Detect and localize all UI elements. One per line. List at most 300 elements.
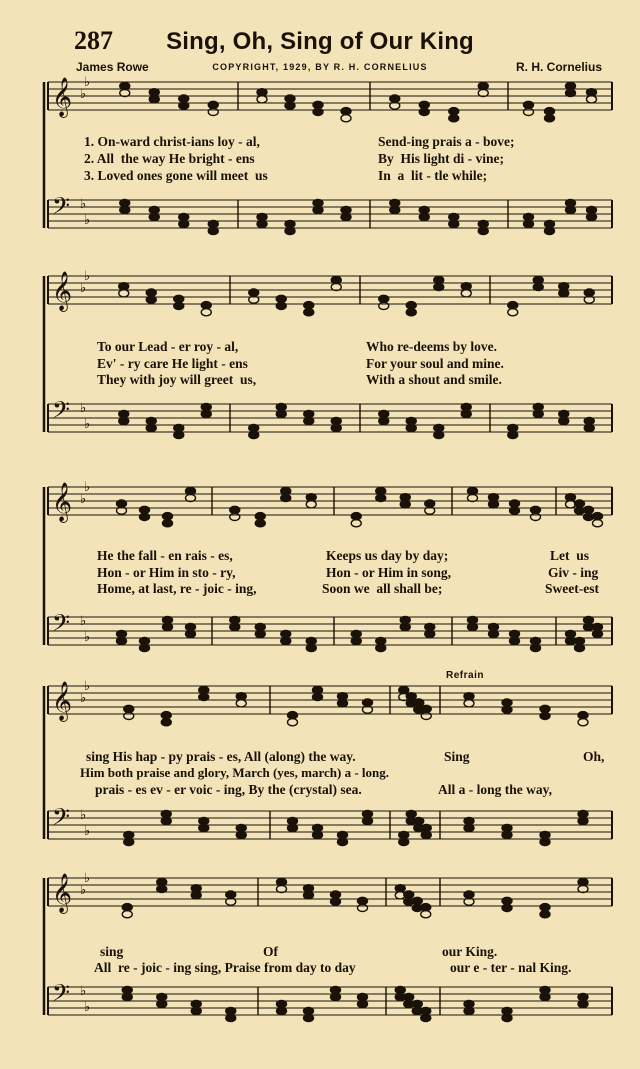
note-head	[390, 95, 400, 102]
lyric-s3-v2-b: Hon - or Him in song,	[326, 565, 452, 580]
note-head	[502, 904, 512, 911]
note-head	[421, 831, 431, 838]
note-head	[186, 623, 196, 630]
note-head	[593, 520, 603, 527]
note-head	[419, 206, 429, 213]
note-head	[208, 108, 218, 115]
note-head	[533, 283, 543, 290]
lyric-s4-v1-a: sing His hap - py prais - es, All (along) the way.	[86, 749, 356, 764]
lyric-s3-v3-b: Soon we all shall be;	[322, 581, 443, 596]
note-head	[186, 630, 196, 637]
note-head	[400, 623, 410, 630]
note-head	[163, 623, 173, 630]
treble-clef: 𝄞	[52, 681, 73, 721]
lyric-s4-v1-c: Oh,	[583, 749, 605, 764]
note-head	[461, 283, 471, 290]
note-head	[566, 199, 576, 206]
note-head	[358, 897, 368, 904]
note-head	[331, 417, 341, 424]
note-head	[304, 1007, 314, 1014]
note-head	[186, 487, 196, 494]
note-head	[236, 831, 246, 838]
note-head	[540, 705, 550, 712]
note-head	[559, 290, 569, 297]
note-head	[587, 96, 597, 103]
note-head	[566, 494, 576, 501]
treble-clef: 𝄞	[52, 77, 73, 117]
note-head	[149, 96, 159, 103]
note-head	[414, 817, 424, 824]
note-head	[122, 993, 132, 1000]
note-head	[201, 302, 211, 309]
note-head	[478, 82, 488, 89]
note-head	[313, 686, 323, 693]
flat-sign: ♭	[84, 679, 91, 694]
note-head	[249, 431, 259, 438]
note-head	[395, 986, 405, 993]
note-head	[421, 904, 431, 911]
note-head	[201, 309, 211, 316]
note-head	[399, 838, 409, 845]
note-head	[390, 206, 400, 213]
note-head	[149, 89, 159, 96]
note-head	[124, 712, 134, 719]
note-head	[122, 911, 132, 918]
note-head	[566, 89, 576, 96]
note-head	[281, 637, 291, 644]
note-head	[425, 630, 435, 637]
flat-sign: ♭	[80, 883, 87, 898]
note-head	[399, 686, 409, 693]
flat-sign: ♭	[80, 492, 87, 507]
note-head	[163, 520, 173, 527]
lyric-s1-v1-b: Send-ing prais a - bove;	[378, 134, 515, 149]
note-head	[226, 891, 236, 898]
note-head	[351, 630, 361, 637]
note-head	[276, 410, 286, 417]
note-head	[464, 891, 474, 898]
note-head	[449, 213, 459, 220]
lyric-s1-v3-b: In a lit - tle while;	[378, 168, 488, 183]
note-head	[425, 623, 435, 630]
bass-clef: 𝄢	[52, 609, 71, 642]
treble-clef: 𝄞	[52, 873, 73, 913]
note-head	[276, 302, 286, 309]
note-head	[230, 506, 240, 513]
treble-clef: 𝄞	[52, 271, 73, 311]
note-head	[281, 487, 291, 494]
note-head	[146, 296, 156, 303]
refrain-label: Refrain	[446, 670, 484, 681]
note-head	[124, 705, 134, 712]
note-head	[117, 500, 127, 507]
note-head	[174, 302, 184, 309]
note-head	[502, 897, 512, 904]
lyric-s3-v2-a: Hon - or Him in sto - ry,	[97, 565, 236, 580]
lyric-s5-v1-b: Of	[263, 944, 278, 959]
note-head	[464, 817, 474, 824]
note-head	[419, 213, 429, 220]
note-head	[230, 513, 240, 520]
note-head	[191, 885, 201, 892]
note-head	[338, 693, 348, 700]
note-head	[363, 699, 373, 706]
note-head	[578, 1000, 588, 1007]
author-credit: James Rowe	[76, 60, 149, 74]
note-head	[545, 227, 555, 234]
note-head	[157, 878, 167, 885]
note-head	[593, 623, 603, 630]
note-head	[404, 993, 414, 1000]
note-head	[584, 616, 594, 623]
note-head	[412, 897, 422, 904]
note-head	[489, 501, 499, 508]
note-head	[584, 424, 594, 431]
note-head	[510, 500, 520, 507]
note-head	[331, 898, 341, 905]
note-head	[313, 101, 323, 108]
note-head	[502, 831, 512, 838]
note-head	[304, 302, 314, 309]
note-head	[540, 986, 550, 993]
note-head	[406, 309, 416, 316]
note-head	[502, 699, 512, 706]
note-head	[255, 513, 265, 520]
note-head	[304, 885, 314, 892]
note-head	[566, 82, 576, 89]
flat-sign: ♭	[84, 630, 91, 645]
note-head	[199, 693, 209, 700]
note-head	[412, 1000, 422, 1007]
note-head	[179, 213, 189, 220]
note-head	[533, 276, 543, 283]
note-head	[255, 623, 265, 630]
note-head	[575, 637, 585, 644]
note-head	[379, 417, 389, 424]
note-head	[531, 513, 541, 520]
note-head	[191, 1000, 201, 1007]
note-head	[406, 417, 416, 424]
note-head	[400, 494, 410, 501]
note-head	[449, 220, 459, 227]
lyric-s5-v1-a: sing	[100, 944, 124, 959]
flat-sign: ♭	[80, 197, 87, 212]
note-head	[449, 108, 459, 115]
note-head	[288, 817, 298, 824]
note-head	[406, 302, 416, 309]
note-head	[379, 410, 389, 417]
note-head	[461, 410, 471, 417]
note-head	[191, 892, 201, 899]
note-head	[379, 302, 389, 309]
note-head	[421, 1014, 431, 1021]
note-head	[358, 904, 368, 911]
note-head	[191, 1007, 201, 1014]
note-head	[468, 616, 478, 623]
note-head	[434, 283, 444, 290]
note-head	[313, 824, 323, 831]
bass-clef: 𝄢	[52, 396, 71, 429]
lyric-s4-v1-b: Sing	[444, 749, 470, 764]
note-head	[559, 283, 569, 290]
note-head	[120, 206, 130, 213]
note-head	[338, 838, 348, 845]
note-head	[313, 693, 323, 700]
note-head	[406, 424, 416, 431]
note-head	[281, 494, 291, 501]
note-head	[149, 213, 159, 220]
note-head	[545, 220, 555, 227]
note-head	[179, 220, 189, 227]
bass-clef: 𝄢	[52, 803, 71, 836]
note-head	[341, 108, 351, 115]
note-head	[117, 637, 127, 644]
flat-sign: ♭	[84, 824, 91, 839]
note-head	[285, 227, 295, 234]
note-head	[587, 206, 597, 213]
flat-sign: ♭	[80, 87, 87, 102]
note-head	[313, 206, 323, 213]
note-head	[351, 513, 361, 520]
lyric-s1-v2-a: 2. All the way He bright - ens	[84, 151, 255, 166]
note-head	[304, 309, 314, 316]
lyric-s2-v3-b: With a shout and smile.	[366, 372, 502, 387]
note-head	[249, 424, 259, 431]
note-head	[199, 817, 209, 824]
note-head	[157, 1000, 167, 1007]
lyric-s1-v1-a: 1. On-ward christ-ians loy - al,	[84, 134, 260, 149]
note-head	[419, 101, 429, 108]
note-head	[119, 417, 129, 424]
treble-clef: 𝄞	[52, 482, 73, 522]
note-head	[434, 424, 444, 431]
note-head	[306, 644, 316, 651]
flat-sign: ♭	[84, 213, 91, 228]
flat-sign: ♭	[80, 401, 87, 416]
note-head	[304, 410, 314, 417]
note-head	[236, 700, 246, 707]
note-head	[464, 824, 474, 831]
note-head	[120, 199, 130, 206]
note-head	[341, 213, 351, 220]
lyric-s5-v1-c: our King.	[442, 944, 498, 959]
flat-sign: ♭	[80, 281, 87, 296]
note-head	[510, 637, 520, 644]
note-head	[313, 199, 323, 206]
flat-sign: ♭	[84, 75, 91, 90]
note-head	[255, 520, 265, 527]
note-head	[304, 892, 314, 899]
hymn-number: 287	[74, 26, 113, 55]
note-head	[331, 986, 341, 993]
note-head	[524, 101, 534, 108]
note-head	[545, 115, 555, 122]
lyric-s5-v2-a: All re - joic - ing sing, Praise from day to day	[94, 960, 356, 975]
note-head	[257, 89, 267, 96]
note-head	[226, 1007, 236, 1014]
note-head	[578, 810, 588, 817]
note-head	[358, 1000, 368, 1007]
note-head	[434, 431, 444, 438]
lyric-s1-v3-a: 3. Loved ones gone will meet us	[84, 168, 268, 183]
note-head	[464, 1007, 474, 1014]
note-head	[208, 220, 218, 227]
note-head	[540, 838, 550, 845]
flat-sign: ♭	[84, 1000, 91, 1015]
flat-sign: ♭	[80, 808, 87, 823]
note-head	[276, 403, 286, 410]
note-head	[174, 424, 184, 431]
note-head	[421, 705, 431, 712]
note-head	[257, 96, 267, 103]
note-head	[406, 810, 416, 817]
note-head	[464, 700, 474, 707]
note-head	[587, 89, 597, 96]
note-head	[363, 810, 373, 817]
note-head	[584, 289, 594, 296]
note-head	[379, 295, 389, 302]
lyric-s4-v2-a: Him both praise and glory, March (yes, march) a - long.	[80, 765, 389, 780]
note-head	[540, 911, 550, 918]
note-head	[508, 431, 518, 438]
note-head	[461, 290, 471, 297]
note-head	[208, 227, 218, 234]
note-head	[524, 108, 534, 115]
lyric-s3-v2-c: Giv - ing	[548, 565, 599, 580]
note-head	[201, 410, 211, 417]
note-head	[400, 501, 410, 508]
note-head	[149, 206, 159, 213]
note-head	[331, 993, 341, 1000]
note-head	[524, 213, 534, 220]
note-head	[376, 644, 386, 651]
note-head	[593, 513, 603, 520]
note-head	[257, 213, 267, 220]
note-head	[285, 220, 295, 227]
note-head	[306, 494, 316, 501]
note-head	[404, 891, 414, 898]
note-head	[584, 417, 594, 424]
note-head	[478, 227, 488, 234]
bass-clef: 𝄢	[52, 192, 71, 225]
note-head	[531, 506, 541, 513]
note-head	[341, 206, 351, 213]
note-head	[226, 1014, 236, 1021]
note-head	[421, 1007, 431, 1014]
note-head	[179, 102, 189, 109]
note-head	[120, 82, 130, 89]
note-head	[593, 630, 603, 637]
flat-sign: ♭	[80, 984, 87, 999]
note-head	[376, 494, 386, 501]
note-head	[122, 986, 132, 993]
note-head	[533, 410, 543, 417]
note-head	[288, 824, 298, 831]
note-head	[201, 403, 211, 410]
note-head	[531, 637, 541, 644]
lyric-s3-v1-c: Let us	[550, 548, 590, 563]
note-head	[341, 115, 351, 122]
note-head	[157, 885, 167, 892]
note-head	[230, 616, 240, 623]
note-head	[277, 1007, 287, 1014]
note-head	[540, 831, 550, 838]
note-head	[331, 276, 341, 283]
note-head	[338, 700, 348, 707]
note-head	[559, 410, 569, 417]
note-head	[399, 831, 409, 838]
note-head	[285, 102, 295, 109]
flat-sign: ♭	[80, 691, 87, 706]
note-head	[161, 719, 171, 726]
note-head	[502, 824, 512, 831]
note-head	[157, 993, 167, 1000]
note-head	[508, 424, 518, 431]
note-head	[163, 616, 173, 623]
lyric-s2-v2-b: For your soul and mine.	[366, 356, 504, 371]
note-head	[236, 693, 246, 700]
note-head	[351, 520, 361, 527]
note-head	[331, 424, 341, 431]
note-head	[468, 623, 478, 630]
note-head	[146, 417, 156, 424]
note-head	[140, 637, 150, 644]
note-head	[540, 993, 550, 1000]
note-head	[306, 637, 316, 644]
note-head	[276, 295, 286, 302]
lyric-s3-v1-b: Keeps us day by day;	[326, 548, 449, 563]
note-head	[146, 424, 156, 431]
note-head	[578, 712, 588, 719]
note-head	[208, 101, 218, 108]
note-head	[331, 891, 341, 898]
lyric-s3-v3-c: Sweet-est	[545, 581, 599, 596]
note-head	[449, 115, 459, 122]
hymn-title: Sing, Oh, Sing of Our King	[166, 28, 474, 55]
note-head	[508, 309, 518, 316]
note-head	[236, 824, 246, 831]
note-head	[288, 719, 298, 726]
note-head	[277, 1000, 287, 1007]
note-head	[468, 487, 478, 494]
note-head	[502, 1014, 512, 1021]
note-head	[174, 295, 184, 302]
note-head	[174, 431, 184, 438]
note-head	[464, 693, 474, 700]
note-head	[140, 506, 150, 513]
note-head	[255, 630, 265, 637]
lyric-s4-v3-a: prais - es ev - er voic - ing, By the (crystal) sea.	[95, 782, 362, 797]
bass-clef: 𝄢	[52, 979, 71, 1012]
note-head	[140, 513, 150, 520]
note-head	[390, 199, 400, 206]
note-head	[358, 993, 368, 1000]
note-head	[461, 403, 471, 410]
lyric-s3-v3-a: Home, at last, re - joic - ing,	[97, 581, 257, 596]
note-head	[489, 623, 499, 630]
note-head	[540, 712, 550, 719]
lyric-s3-v1-a: He the fall - en rais - es,	[97, 548, 233, 563]
note-head	[421, 911, 431, 918]
note-head	[540, 904, 550, 911]
lyric-s2-v1-b: Who re-deems by love.	[366, 339, 497, 354]
note-head	[502, 706, 512, 713]
note-head	[575, 500, 585, 507]
copyright-notice: COPYRIGHT, 1929, BY R. H. CORNELIUS	[212, 62, 428, 72]
note-head	[421, 712, 431, 719]
note-head	[163, 513, 173, 520]
note-head	[249, 289, 259, 296]
